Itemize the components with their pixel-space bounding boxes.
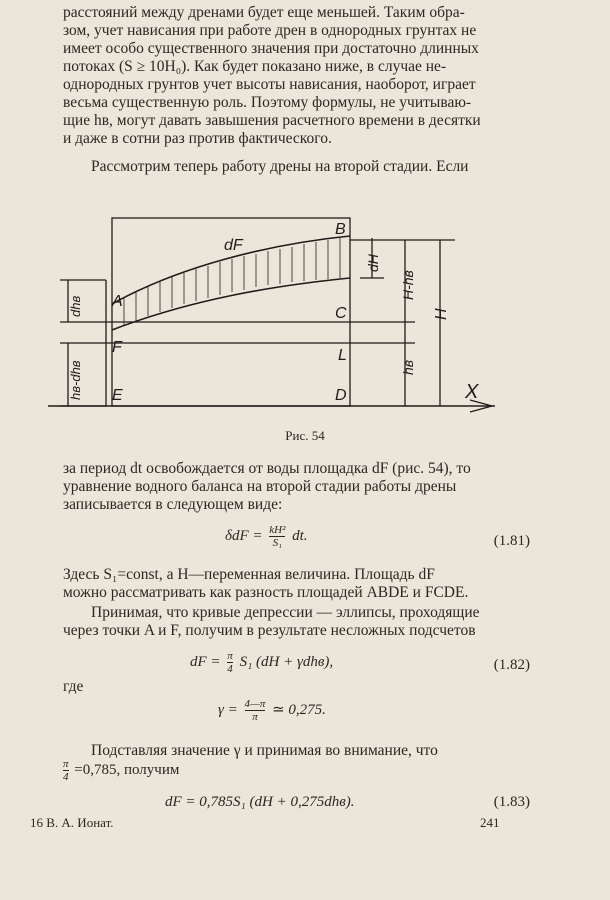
label-h-minus-hv: H-hв bbox=[400, 270, 416, 300]
label-d: D bbox=[335, 387, 347, 404]
equation-1-81 bbox=[225, 524, 308, 549]
equation-number: (1.81) bbox=[493, 533, 530, 549]
fraction-den: 4 bbox=[227, 663, 233, 675]
figure-caption: Рис. 54 bbox=[285, 428, 325, 443]
page-number: 241 bbox=[480, 815, 500, 830]
eq-lhs: δdF = bbox=[225, 527, 263, 544]
label-dh: dH bbox=[365, 254, 381, 272]
here-paragraph bbox=[63, 566, 528, 602]
equation-1-83: dF = 0,785S₁ (dH + 0,275dhв). bbox=[165, 794, 355, 810]
text-line: однородных грунтов учет высоты нависания, наоборот, играет bbox=[63, 76, 476, 93]
where-label bbox=[63, 678, 528, 696]
text-line: зом, учет нависания при работе дрен в однородных грунтах не bbox=[63, 22, 477, 39]
eq-lhs: γ = bbox=[218, 701, 238, 718]
text-line: можно рассматривать как разность площадей ABDE и FCDE. bbox=[63, 584, 469, 601]
text-line: весьма существенную роль. Поэтому формулы, не учитываю- bbox=[63, 94, 472, 111]
fraction-num: 4—π bbox=[244, 698, 266, 710]
label-c: C bbox=[335, 305, 347, 322]
eq-rhs: dt. bbox=[292, 527, 308, 544]
fraction bbox=[227, 650, 233, 675]
text-line: Здесь S₁=const, а H—переменная величина. Площадь dF bbox=[63, 566, 435, 583]
fraction bbox=[63, 758, 69, 783]
label-hv: hв bbox=[400, 359, 416, 375]
text-line: и даже в сотни раз против фактического. bbox=[63, 130, 332, 147]
text-line: где bbox=[63, 678, 84, 695]
fraction-num: kH² bbox=[269, 524, 286, 536]
text-line: записывается в следующем виде: bbox=[63, 496, 283, 513]
pi-quarter-line bbox=[63, 758, 179, 783]
label-x: X bbox=[465, 381, 479, 403]
text-line: уравнение водного баланса на второй стадии работы дрены bbox=[63, 478, 457, 495]
accepting-paragraph bbox=[63, 604, 528, 640]
label-e: E bbox=[112, 387, 123, 404]
equation-number: (1.83) bbox=[493, 794, 530, 810]
text-line: через точки A и F, получим в результате несложных подсчетов bbox=[63, 622, 476, 639]
fraction-num: π bbox=[227, 650, 233, 662]
label-df: dF bbox=[224, 237, 243, 254]
label-h: H bbox=[433, 308, 450, 320]
label-l: L bbox=[338, 347, 347, 364]
text-line: расстояний между дренами будет еще меньшей. Таким обра- bbox=[63, 4, 465, 21]
label-a: A bbox=[112, 293, 123, 310]
label-b: B bbox=[335, 221, 346, 238]
text-line: щие hв, могут давать завышения расчетного времени в десятки bbox=[63, 112, 481, 129]
fraction-den: π bbox=[252, 711, 258, 723]
text-line: Подставляя значение γ и принимая во внимание, что bbox=[91, 742, 438, 759]
second-paragraph bbox=[63, 158, 528, 176]
equation-number: (1.82) bbox=[493, 657, 530, 673]
fraction bbox=[245, 698, 266, 723]
label-hv-minus-dhv: hв-dhв bbox=[68, 360, 83, 400]
intro-paragraph bbox=[63, 4, 528, 148]
eq-lhs: dF = bbox=[190, 653, 221, 670]
equation-gamma bbox=[218, 698, 326, 723]
label-f: F bbox=[112, 339, 122, 356]
pi-quarter-text: =0,785, получим bbox=[74, 761, 180, 778]
eq-rhs: S₁ (dH + γdhв), bbox=[239, 653, 334, 670]
fraction-den: S₁ bbox=[272, 537, 282, 549]
text-line: потоках (S ≥ 10H₀). Как будет показано ниже, в случае не- bbox=[63, 58, 447, 75]
after-figure-paragraph bbox=[63, 460, 528, 514]
fraction-den: 4 bbox=[63, 771, 69, 783]
fraction bbox=[269, 524, 285, 549]
text-line: Рассмотрим теперь работу дрены на второй стадии. Если bbox=[91, 158, 469, 175]
figure-54 bbox=[0, 180, 610, 420]
text-line: имеет особо существенного значения при достаточно длинных bbox=[63, 40, 479, 57]
label-dhv: dhв bbox=[68, 295, 83, 317]
equation-1-82 bbox=[190, 650, 333, 675]
text-line: Принимая, что кривые депрессии — эллипсы, проходящие bbox=[91, 604, 480, 621]
footer-signature: 16 В. А. Ионат. bbox=[30, 815, 114, 830]
fraction-num: π bbox=[63, 758, 69, 770]
text-line: за период dt освобождается от воды площадка dF (рис. 54), то bbox=[63, 460, 471, 477]
eq-rhs: ≃ 0,275. bbox=[272, 701, 326, 718]
